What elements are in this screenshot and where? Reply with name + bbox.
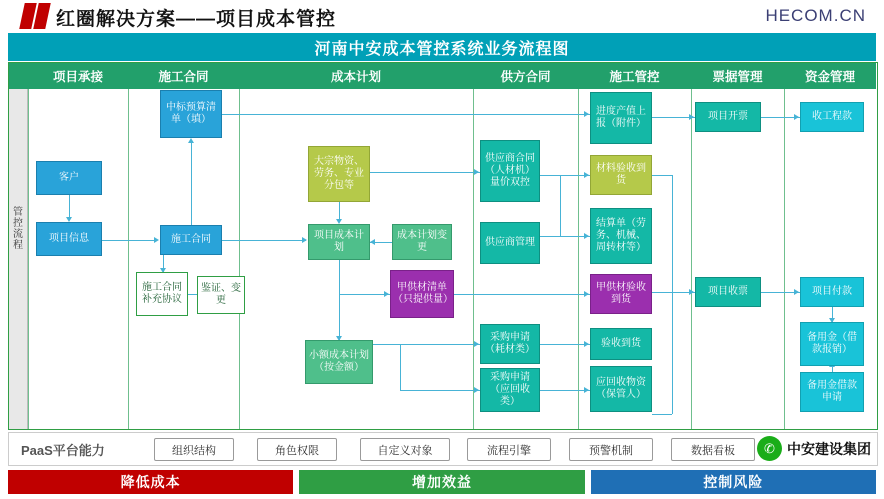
connector-arrow [584,387,589,393]
column-divider [578,89,579,429]
node-material-acceptance[interactable]: 材料验收到货 [590,155,652,195]
connector-arrow [384,291,389,297]
connector-arrow [794,289,799,295]
connector [370,172,480,173]
node-owner-supplied-acceptance[interactable]: 甲供材验收到货 [590,274,652,314]
connector [652,175,672,176]
node-project-invoice-receive[interactable]: 项目收票 [695,277,761,307]
connector-arrow [689,289,694,295]
node-owner-supplied-list[interactable]: 甲供材清单（只提供量） [390,270,454,318]
column-header-supplier-contract: 供方合同 [473,63,579,89]
connector [222,114,590,115]
node-project-payment[interactable]: 项目付款 [800,277,864,307]
node-settlement-form[interactable]: 结算单（劳务、机械、周转材等） [590,208,652,264]
node-purchase-request-recoverable[interactable]: 采购申请（应回收类） [480,368,540,412]
connector [339,294,390,295]
wechat-icon: ✆ [757,436,782,461]
connector-arrow [584,172,589,178]
column-header-invoice-management: 票据管理 [691,63,785,89]
column-header-construction-control: 施工管控 [578,63,692,89]
node-verification-change[interactable]: 鉴证、变更 [197,276,245,314]
node-project-cost-plan[interactable]: 项目成本计划 [308,224,370,260]
connector-arrow [689,114,694,120]
connector [191,143,192,225]
header-title: 红圈解决方案——项目成本管控 [56,9,337,30]
column-header-construction-contract: 施工合同 [128,63,240,89]
header-brand: HECOM.CN [765,6,866,25]
connector-arrow [154,237,159,243]
connector [540,236,590,237]
paas-item-role-permission[interactable]: 角色权限 [257,438,337,461]
connector-arrow [584,291,589,297]
connector [188,294,197,295]
node-construction-contract[interactable]: 施工合同 [160,225,222,255]
connector [540,175,590,176]
swimlane-left-band [9,89,28,429]
node-supplementary-agreement[interactable]: 施工合同补充协议 [136,272,188,316]
column-header-spacer [9,63,29,89]
connector [540,390,590,391]
column-divider [691,89,692,429]
outcome-increase-benefit: 增加效益 [299,470,584,494]
column-divider [28,89,29,429]
paas-item-custom-object[interactable]: 自定义对象 [360,438,450,461]
connector [339,260,340,294]
connector [222,240,306,241]
connector [652,414,672,415]
wechat-watermark [757,436,871,461]
column-divider [473,89,474,429]
diagram-title-band [8,33,876,61]
node-petty-cash-reimbursement[interactable]: 备用金（借款报销） [800,322,864,366]
connector-arrow [584,341,589,347]
column-header-project-intake: 项目承接 [28,63,129,89]
connector-arrow [474,387,479,393]
paas-item-alert-mechanism[interactable]: 预警机制 [569,438,653,461]
node-supplier-contract[interactable]: 供应商合同（人材机）量价双控 [480,140,540,202]
connector [400,344,401,390]
node-cost-plan-change[interactable]: 成本计划变更 [392,224,452,260]
node-goods-acceptance[interactable]: 验收到货 [590,328,652,360]
connector-arrow [474,341,479,347]
column-divider [239,89,240,429]
connector [339,294,340,340]
connector-arrow [584,233,589,239]
node-customer[interactable]: 客户 [36,161,102,195]
wechat-account-name: 中安建设集团 [787,440,871,457]
paas-item-org-structure[interactable]: 组织结构 [154,438,234,461]
outcome-reduce-cost: 降低成本 [8,470,293,494]
connector [540,344,590,345]
node-small-amount-cost-plan[interactable]: 小额成本计划（按金额） [305,340,373,384]
connector [672,292,673,414]
node-winning-budget-list[interactable]: 中标预算清单（填） [160,90,222,138]
column-header-fund-management: 资金管理 [784,63,877,89]
connector [373,344,480,345]
connector [560,175,561,236]
column-divider [128,89,129,429]
connector [454,294,590,295]
connector-arrow [584,111,589,117]
connector [69,195,70,217]
node-project-info[interactable]: 项目信息 [36,222,102,256]
connector [102,240,154,241]
paas-item-process-engine[interactable]: 流程引擎 [467,438,551,461]
column-header-cost-plan: 成本计划 [239,63,474,89]
connector-arrow [188,138,194,143]
paas-capability-bar [8,432,878,466]
outcome-bars [8,470,876,494]
outcome-control-risk: 控制风险 [591,470,876,494]
connector-arrow [302,237,307,243]
swimlane-left-label: 管控流程 [13,207,23,251]
node-progress-output-report[interactable]: 进度产值上报（附件） [590,92,652,144]
node-bulk-material-labor[interactable]: 大宗物资、劳务、专业分包等 [308,146,370,202]
node-petty-cash-request[interactable]: 备用金借款申请 [800,372,864,412]
connector-arrow [794,114,799,120]
node-receive-project-payment[interactable]: 收工程款 [800,102,864,132]
connector-arrow [370,239,375,245]
connector-arrow [474,169,479,175]
node-purchase-request-consumable[interactable]: 采购申请（耗材类） [480,324,540,364]
slide-header [0,0,884,33]
node-project-invoice-issue[interactable]: 项目开票 [695,102,761,132]
diagram-title: 河南中安成本管控系统业务流程图 [314,40,570,58]
paas-item-data-dashboard[interactable]: 数据看板 [671,438,755,461]
node-recoverable-materials[interactable]: 应回收物资（保管人） [590,366,652,412]
column-divider [784,89,785,429]
connector [672,175,673,292]
node-supplier-management[interactable]: 供应商管理 [480,222,540,264]
paas-label: PaaS平台能力 [21,443,105,458]
connector [400,390,480,391]
